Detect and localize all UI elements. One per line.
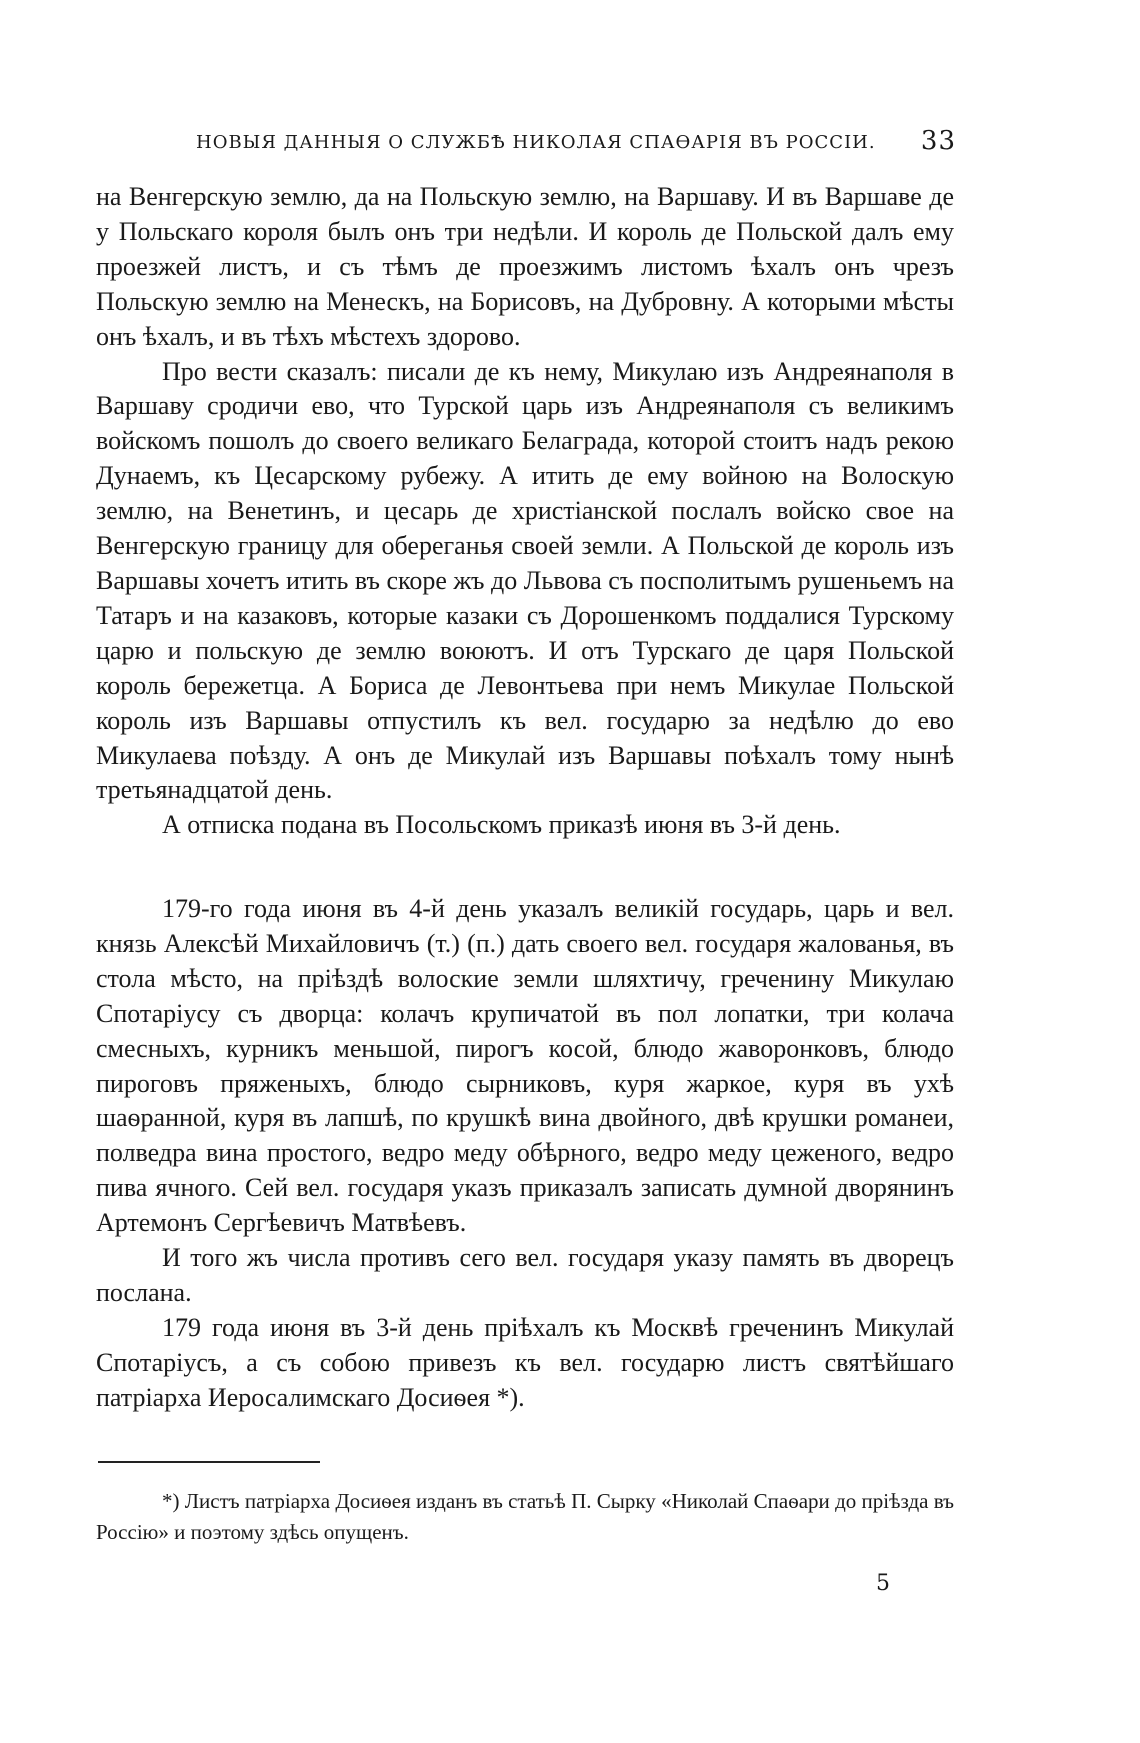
footnote-divider — [98, 1461, 320, 1463]
main-text-block-2 — [96, 892, 954, 1416]
paragraph-5: И того жъ числа противъ сего вел. государя указу память въ дворецъ послана. — [96, 1243, 954, 1307]
paragraph-3: А отписка подана въ Посольскомъ приказѣ июня въ 3-й день. — [162, 810, 841, 840]
paragraph-2: Про вести сказалъ: писали де къ нему, Микулаю изъ Андреянаполя в Варшаву сродичи ево, что Турской царь изъ Андреянаполя съ великимъ войскомъ пошолъ до своего великаго Белаграда, которой стоитъ надъ рекою Дунаемъ, къ Цесарскому рубежу. А итить де ему войною на Волоскую землю, на Венетинъ, и цесарь де христіанской послалъ войско свое на Венгерскую границу для обереганья своей земли. А Польской де король изъ Варшавы хочетъ итить въ скоре жъ до Львова съ посполитымъ рушеньемъ на Татаръ и на казаковъ, которые казаки съ Дорошенкомъ поддалися Турскому царю и польскую де землю воюютъ. И отъ Турскаго де царя Польской король бережетца. А Бориса де Левонтьева при немъ Микулае Польской король изъ Варшавы отпустилъ къ вел. государю за недѣлю до ево Микулаева поѣзду. А онъ де Микулай изъ Варшавы поѣхалъ тому нынѣ третьянадцатой день. — [96, 356, 954, 805]
page-number: 33 — [920, 126, 956, 156]
paragraph-4: 179-го года июня въ 4-й день указалъ великій государь, царь и вел. князь Алексѣй Михайловичъ (т.) (п.) дать своего вел. государя жалованья, въ стола мѣсто, на пріѣздѣ волоские земли шляхтичу, греченину Микулаю Спотаріусу съ дворца: колачъ крупичатой въ пол лопатки, три колача смесныхъ, курникъ меньшой, пирогъ косой, блюдо жаворонковъ, блюдо пироговъ пряженыхъ, блюдо сырниковъ, куря жаркое, куря въ ухѣ шаѳранной, куря въ лапшѣ, по крушкѣ вина двойного, двѣ крушки романеи, полведра вина простого, ведро меду обѣрного, ведро меду цеженого, ведро пива ячного. Сей вел. государя указъ приказалъ записать думной дворянинъ Артемонъ Сергѣевичъ Матвѣевъ. — [96, 894, 954, 1238]
running-title: НОВЫЯ ДАННЫЯ О СЛУЖБѢ НИКОЛАЯ СПАѲАРІЯ ВЪ РОССІИ. — [196, 132, 876, 153]
main-text-block-1 — [96, 180, 954, 843]
running-header — [196, 124, 956, 164]
footnote-text: *) Листъ патріарха Досиѳея изданъ въ статьѣ П. Сырку «Николай Спаѳари до пріѣзда въ Россію» и поэтому здѣсь опущенъ. — [96, 1489, 954, 1544]
signature-mark: 5 — [876, 1571, 890, 1596]
paragraph-1: на Венгерскую землю, да на Польскую землю, на Варшаву. И въ Варшаве де у Польскаго короля былъ онъ три недѣли. И король де Польской далъ ему проезжей листъ, и съ тѣмъ де проезжимъ листомъ ѣхалъ онъ чрезъ Польскую землю на Менескъ, на Борисовъ, на Дубровну. А которыми мѣсты онъ ѣхалъ, и въ тѣхъ мѣстехъ здорово. — [96, 182, 954, 351]
footnote — [96, 1486, 954, 1548]
paragraph-6: 179 года июня въ 3-й день пріѣхалъ къ Москвѣ греченинъ Микулай Спотаріусъ, а съ собою привезъ къ вел. государю листъ святѣйшаго патріарха Иеросалимскаго Досиѳея *). — [96, 1312, 954, 1412]
